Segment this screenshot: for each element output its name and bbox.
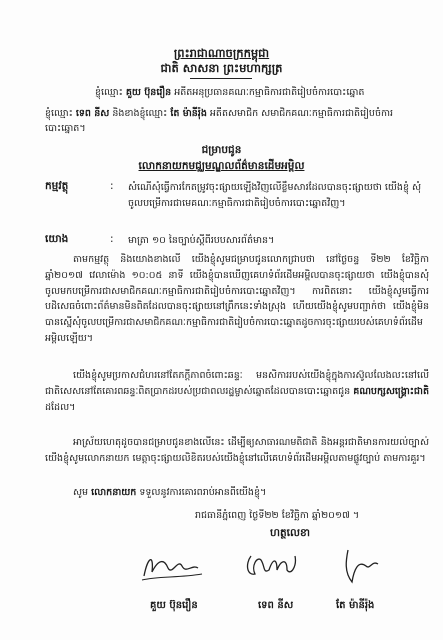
paragraph-2-text: យើងខ្ញុំសូមប្រកាសជំហរនៅតែភក្ដីភាពចំពោះឆន្ទៈ មនសិការរបស់យើងខ្ញុំក្នុងការស៊ូលលែងលះនៅលើ ជាតិសេសនៅតែគោរពឆន្ទៈពិតប្រាកដរបស់ប្រជាពលរដ្ឋម្ចាស់ឆ្នោតដែលបានបោះឆ្នោតជូន	[45, 370, 429, 397]
closing-prefix: សូម	[73, 487, 89, 498]
date-line: រាជធានីភ្នំពេញ ថ្ងៃទី២២ ខែវិច្ឆិកា ឆ្នាំ២០១៧ ។	[195, 510, 360, 521]
intro-line-1	[95, 86, 425, 99]
signatory-2-name: ទេព នីស	[258, 600, 294, 611]
signatory-3-name: តែ ម៉ានីរ៉ុង	[336, 600, 375, 611]
paragraph-2-end: ដដែល។	[45, 401, 76, 413]
reference-label: យោង	[45, 233, 69, 245]
body-paragraph-2	[45, 368, 429, 415]
addressee: លោកនាយកមជ្ឈមណ្ឌលព័ត៌មានដើមអម្ពិល	[138, 160, 305, 172]
party-name: គណបក្សសង្គ្រោះជាតិ	[353, 385, 429, 397]
handwritten-signature-1	[138, 546, 208, 586]
body-paragraph-1: តាមកម្មវត្ថុ និងយោងខាងលើ យើងខ្ញុំសូមជម្រាបជូនលោកជ្រាបថា នៅថ្ងៃចន្ទ ទី២២ ខែវិច្ឆិកា ឆ្នាំ២០១៧ វេលាម៉ោង ១០:០៥ នាទី យើងខ្ញុំបានឃើញគេហទំព័រដើមអម្ពិលបានចុះផ្សាយថា យើងខ្ញុំបានសុំចូលមកបម្រើការជាសមាជិកគណៈកម្មាធិការជាតិរៀបចំការបោះឆ្នោតវិញ។ ការពិតនោះ យើងខ្ញុំសូមធ្វើការបដិសេធចំពោះព័ត៌មានមិនពិតដែលបានចុះផ្សាយនៅព្រឹកនេះទាំងស្រុង ហើយយើងខ្ញុំសូមបញ្ជាក់ថា យើងខ្ញុំមិនបានស្នើសុំចូលបម្រើការជាសមាជិកគណៈកម្មាធិការជាតិរៀបចំការបោះឆ្នោតដូចការចុះផ្សាយរបស់គេហទំព័រដើមអម្ពិលឡើយ។	[45, 254, 429, 344]
signatory-name-1: គួយ ប៊ុនរឿន	[125, 87, 172, 98]
subject-text: សំណើសុំធ្វើការកែតម្រូវចុះផ្សាយឡើងវិញលើខ្លឹមសារដែលបានចុះផ្សាយថា យើងខ្ញុំ សុំចូលបម្រើការជាមេគណៈកម្មាធិការជាតិរៀបចំការបោះឆ្នោតវិញ។	[128, 182, 422, 209]
closing-addressee: លោកនាយក	[91, 487, 137, 498]
respect-line: ជម្រាបជូន	[201, 144, 242, 156]
subject-label: កម្មវត្ថុ	[45, 180, 69, 192]
national-motto: ជាតិ សាសនា ព្រះមហាក្សត្រ	[160, 61, 283, 75]
subject-colon: :	[110, 180, 114, 192]
intro-role: អតីតអនុប្រធានគណៈកម្មាធិការជាតិរៀបចំការបោះឆ្នោត	[174, 87, 365, 98]
closing-line	[45, 486, 429, 500]
intro-prefix: ខ្ញុំឈ្មោះ	[95, 87, 123, 98]
closing-text: ទទួលនូវការគោរពរាប់អានពីយើងខ្ញុំ។	[139, 487, 267, 498]
body-paragraph-3: អាស្រ័យហេតុដូចបានជម្រាបជូនខាងលើនេះ ដើម្បីឲ្យសាធារណមតិជាតិ និងអន្តរជាតិមានការយល់ច្បាស់ យើងខ្ញុំសូមលោកនាយក មេត្តាចុះផ្សាយលិខិតរបស់យើងខ្ញុំនៅលើគេហទំព័រដើមអម្ពិលតាមផ្លូវច្បាប់ តាមការគួរ។	[45, 437, 429, 464]
reference-colon: :	[110, 233, 114, 245]
handwritten-signature-2	[243, 546, 303, 586]
signatory-1-name: គួយ ប៊ុនរឿន	[150, 600, 198, 611]
intro-connector: និងខាងខ្ញុំឈ្មោះ	[112, 108, 168, 119]
motto-divider	[190, 78, 252, 79]
signature-title: ហត្ថលេខា	[270, 527, 310, 539]
intro-line-2	[45, 106, 425, 136]
handwritten-signature-3	[336, 546, 396, 586]
kingdom-heading: ព្រះរាជាណាចក្រកម្ពុជា	[173, 46, 270, 60]
reference-text: មាត្រា ១០ នៃច្បាប់ស្ដីពីរបបសារព័ត៌មាន។	[128, 235, 275, 246]
intro-prefix-2: ខ្ញុំឈ្មោះ	[45, 108, 73, 119]
signatory-name-3: តែ ម៉ានីរ៉ុង	[170, 108, 207, 119]
signatory-name-2: ទេព នីស	[75, 108, 110, 119]
intro-role-2: អតីតសមាជិក សមាជិកគណៈកម្មាធិការជាតិរៀបចំការបោះឆ្នោត។	[45, 108, 394, 134]
